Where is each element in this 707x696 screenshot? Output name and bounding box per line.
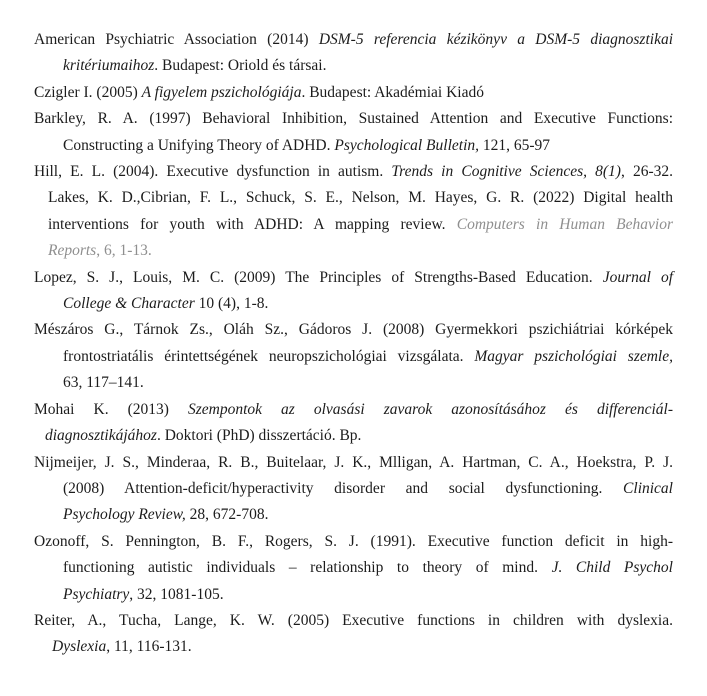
citation-italic-text: College & Character: [63, 295, 195, 313]
reference-line: [63, 344, 673, 370]
reference-entry: [34, 80, 673, 106]
citation-italic-text: Psychiatry: [63, 585, 130, 603]
reference-entry: [34, 185, 673, 264]
reference-line: [63, 291, 673, 317]
citation-italic-text: Reports: [48, 242, 97, 260]
citation-italic-text: Psychological Bulletin,: [334, 136, 480, 154]
citation-italic-text: diagnosztikájához: [45, 427, 157, 445]
citation-italic-text: Journal of: [602, 268, 673, 286]
reference-entry: [34, 397, 673, 450]
citation-text: Mészáros G., Tárnok Zs., Oláh Sz., Gádoros J. (2008) Gyermekkori pszichiátriai kórképek: [34, 321, 673, 339]
reference-line: [34, 397, 673, 423]
reference-line: [34, 159, 673, 185]
reference-entry: [34, 608, 673, 661]
citation-italic-text: Magyar pszichológiai szemle,: [474, 347, 673, 365]
citation-italic-text: Clinical: [623, 479, 673, 497]
citation-text: . Doktori (PhD) disszertáció. Bp.: [156, 427, 362, 445]
reference-entry: [34, 450, 673, 529]
reference-line: [63, 370, 673, 396]
citation-text: Barkley, R. A. (1997) Behavioral Inhibition, Sustained Attention and Executive Functions:: [34, 110, 673, 128]
citation-text: 28, 672-708.: [185, 506, 269, 524]
citation-text: , 26-32.: [620, 163, 674, 181]
reference-line: [48, 238, 673, 264]
citation-text: 10 (4), 1-8.: [194, 295, 269, 313]
reference-line: [48, 212, 673, 238]
citation-text: Hill, E. L. (2004). Executive dysfunction in autism.: [34, 163, 392, 181]
reference-line: [63, 53, 673, 79]
reference-line: [63, 555, 673, 581]
reference-line: [63, 582, 673, 608]
citation-text: functioning autistic individuals – relationship to theory of mind.: [63, 559, 552, 577]
reference-line: [34, 608, 673, 634]
reference-list: [34, 27, 673, 661]
citation-italic-text: Trends in Cognitive Sciences, 8(1): [391, 163, 621, 181]
citation-text: (2008) Attention-deficit/hyperactivity disorder and social dysfunctioning.: [63, 479, 624, 497]
reference-entry: [34, 265, 673, 318]
reference-line: [48, 185, 673, 211]
citation-text: 121, 65-97: [479, 136, 551, 154]
citation-text: , 32, 1081-105.: [129, 585, 224, 603]
citation-italic-text: DSM-5 referencia kézikönyv a DSM-5 diagnosztikai: [318, 31, 674, 48]
reference-entry: [34, 27, 673, 80]
citation-text: frontostriatális érintettségének neuropszichológiai vizsgálata.: [63, 347, 475, 365]
citation-text: , 6, 1-13.: [96, 242, 152, 260]
reference-line: [63, 133, 673, 159]
citation-italic-text: Computers in Human Behavior: [456, 215, 673, 233]
reference-line: [63, 502, 673, 528]
citation-italic-text: Psychology Review,: [63, 506, 186, 524]
citation-text: Lakes, K. D.,Cibrian, F. L., Schuck, S. E., Nelson, M. Hayes, G. R. (2022) Digital health: [48, 189, 673, 207]
citation-text: Mohai K. (2013): [34, 400, 188, 418]
citation-italic-text: Dyslexia: [52, 638, 107, 656]
reference-line: [63, 476, 673, 502]
reference-line: [34, 450, 673, 476]
citation-text: interventions for youth with ADHD: A mapping review.: [48, 215, 457, 233]
citation-text: Ozonoff, S. Pennington, B. F., Rogers, S. J. (1991). Executive function deficit in high-: [34, 532, 673, 550]
reference-entry: [34, 106, 673, 159]
citation-text: American Psychiatric Association (2014): [34, 31, 319, 48]
reference-line: [34, 106, 673, 132]
reference-entry: [34, 159, 673, 185]
reference-entry: [34, 317, 673, 396]
citation-text: . Budapest: Akadémiai Kiadó: [301, 83, 484, 101]
citation-text: Czigler I. (2005): [34, 83, 142, 101]
citation-text: . Budapest: Oriold és társai.: [154, 57, 327, 75]
citation-italic-text: A figyelem pszichológiája: [141, 83, 302, 101]
citation-text: Nijmeijer, J. S., Minderaa, R. B., Buitelaar, J. K., Mlligan, A. Hartman, C. A., Hoekstra, P. J.: [34, 453, 673, 471]
reference-entry: [34, 529, 673, 608]
reference-line: [34, 265, 673, 291]
reference-line: [45, 423, 673, 449]
reference-line: [52, 634, 673, 660]
reference-line: [34, 317, 673, 343]
citation-italic-text: kritériumaihoz: [63, 57, 155, 75]
reference-line: [34, 27, 673, 53]
citation-italic-text: Szempontok az olvasási zavarok azonosításához és differenciál-: [187, 400, 673, 418]
citation-text: Constructing a Unifying Theory of ADHD.: [63, 136, 335, 154]
citation-italic-text: J. Child Psychol: [551, 559, 673, 577]
citation-text: Lopez, S. J., Louis, M. C. (2009) The Principles of Strengths-Based Education.: [34, 268, 603, 286]
citation-text: , 11, 116-131.: [106, 638, 192, 656]
citation-text: Reiter, A., Tucha, Lange, K. W. (2005) Executive functions in children with dyslexia.: [34, 611, 673, 629]
reference-line: [34, 80, 673, 106]
reference-line: [34, 529, 673, 555]
citation-text: 63, 117–141.: [63, 374, 144, 392]
